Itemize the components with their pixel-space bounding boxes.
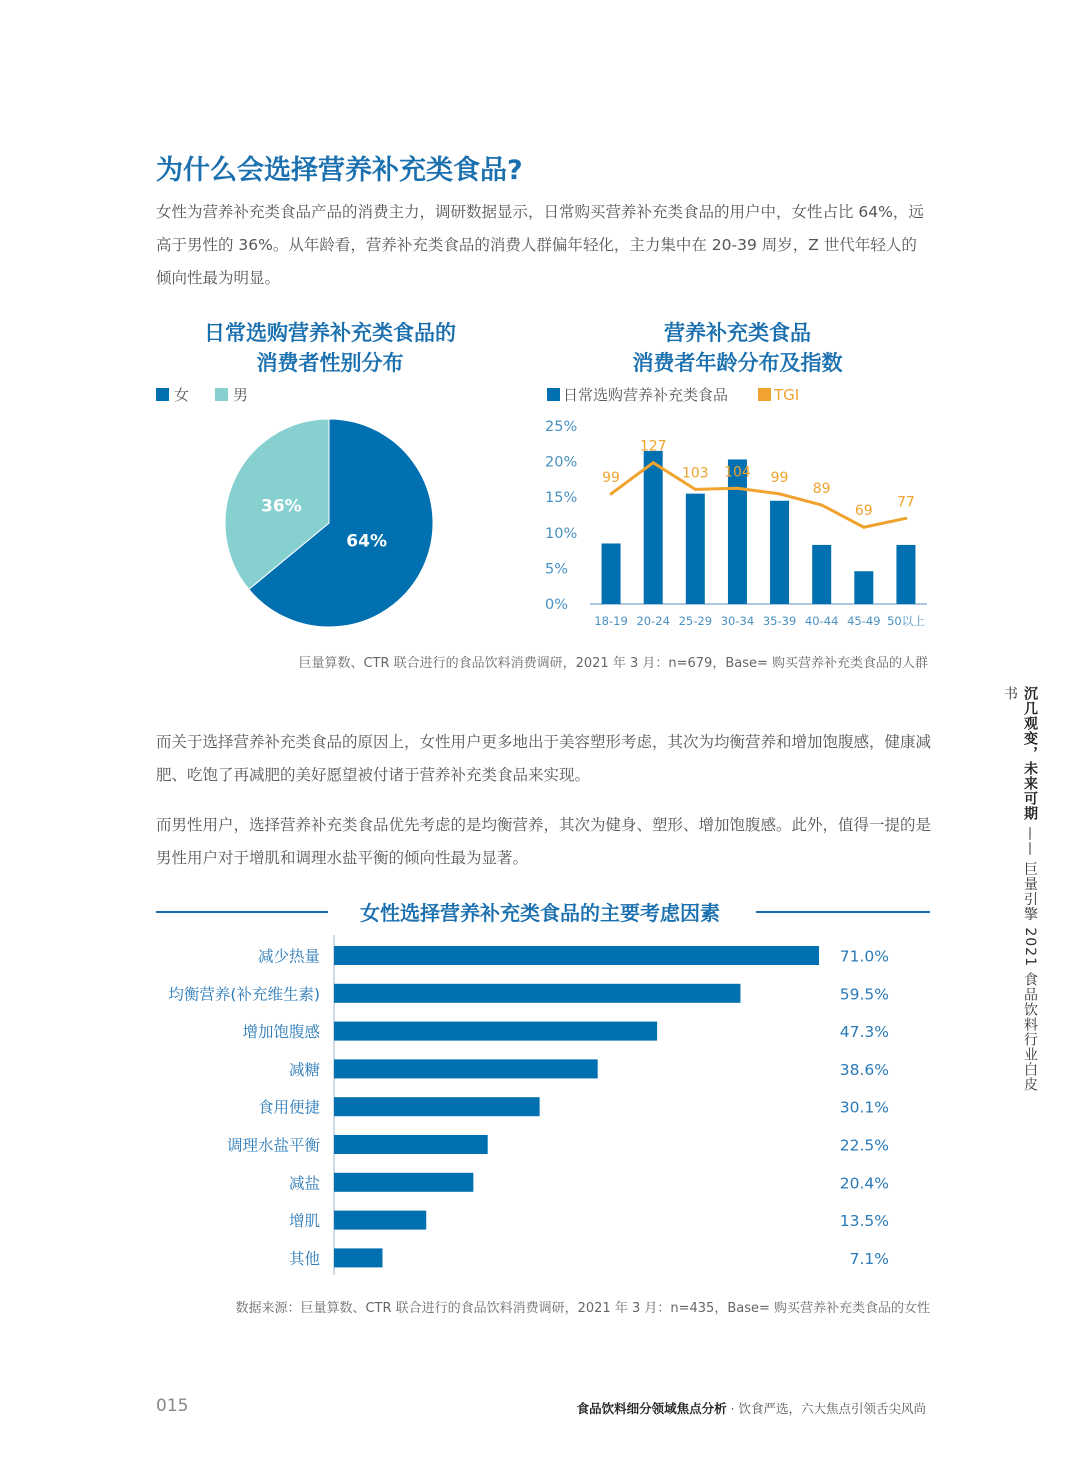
y-tick-label-2: 15% <box>545 490 578 507</box>
x-tick-label-5: 40-44 <box>804 614 839 628</box>
tgi-label-5: 89 <box>812 480 831 497</box>
x-tick-label-2: 25-29 <box>678 614 713 628</box>
tgi-point-1 <box>652 461 655 464</box>
age-bar-4 <box>770 501 789 604</box>
age-chart <box>535 410 935 635</box>
factor-label-6: 减盐 <box>288 1174 320 1193</box>
legend-swatch-female <box>156 388 169 401</box>
pie-chart <box>218 412 440 634</box>
tgi-point-4 <box>778 492 781 495</box>
tgi-point-0 <box>610 492 613 495</box>
y-tick-label-0: 25% <box>545 419 578 435</box>
factor-bar-5 <box>334 1135 488 1154</box>
side-caption-rest: —— 巨量引擎 2021 食品饮料行业白皮书 <box>1002 686 1038 1093</box>
age-bar-5 <box>812 545 831 604</box>
factor-bar-0 <box>334 946 819 965</box>
tgi-point-3 <box>736 487 739 490</box>
factor-bar-2 <box>334 1022 657 1041</box>
factor-value-1: 59.5% <box>839 985 889 1004</box>
pie-slice-label-1: 36% <box>261 496 302 517</box>
age-bar-3 <box>728 459 747 604</box>
legend-label-female: 女 <box>174 386 190 404</box>
factor-label-8: 其他 <box>288 1249 320 1268</box>
side-caption-bold: 沉几观变，未来可期 <box>1022 686 1038 821</box>
age-title-line1: 营养补充类食品 <box>664 321 811 345</box>
paragraph-reasons: 而关于选择营养补充类食品的原因上，女性用户更多地出于美容塑形考虑，其次为均衡营养和增加饱腹感，健康减肥、吃饱了再减肥的美好愿望被付诸于营养补充类食品来实现。 <box>156 733 932 784</box>
factor-label-2: 增加饱腹感 <box>242 1023 320 1042</box>
side-caption <box>1000 686 1040 1106</box>
x-tick-label-1: 20-24 <box>636 614 670 628</box>
age-title-line2: 消费者年龄分布及指数 <box>632 351 843 375</box>
tgi-label-1: 127 <box>639 438 667 455</box>
pie-title-line2: 消费者性别分布 <box>256 351 404 375</box>
tgi-label-6: 69 <box>854 503 873 520</box>
footer-caption-bold: 食品饮料细分领域焦点分析 <box>576 1401 727 1416</box>
age-bar-7 <box>896 545 915 604</box>
pie-chart-title <box>180 318 480 378</box>
x-tick-label-7: 50以上 <box>887 614 925 628</box>
legend-swatch-male <box>215 388 228 401</box>
pie-title-line1: 日常选购营养补充类食品的 <box>204 321 456 345</box>
factor-bar-8 <box>334 1248 383 1267</box>
factor-value-3: 38.6% <box>839 1060 889 1079</box>
title-rule-right <box>756 911 930 913</box>
source-note-2: 数据来源：巨量算数、CTR 联合进行的食品饮料消费调研，2021 年 3 月：n=435，Base= 购买营养补充类食品的女性 <box>235 1301 930 1316</box>
intro-paragraph: 女性为营养补充类食品产品的消费主力，调研数据显示，日常购买营养补充类食品的用户中，女性占比 64%，远高于男性的 36%。从年龄看，营养补充类食品的消费人群偏年轻化，主力集中在 20-39 周岁，Z 世代年轻人的倾向性最为明显。 <box>156 203 924 287</box>
factor-bar-1 <box>334 984 740 1003</box>
factor-value-2: 47.3% <box>839 1023 889 1042</box>
factor-label-4: 食用便捷 <box>257 1098 320 1117</box>
factors-chart <box>140 935 930 1275</box>
factor-label-3: 减糖 <box>288 1060 320 1079</box>
tgi-point-2 <box>694 488 697 491</box>
factor-value-6: 20.4% <box>839 1174 889 1193</box>
tgi-label-0: 99 <box>602 469 620 486</box>
tgi-point-5 <box>820 503 823 506</box>
legend-label-tgi: TGI <box>774 385 800 404</box>
age-bar-6 <box>854 571 873 604</box>
tgi-point-7 <box>904 517 907 520</box>
factor-bar-3 <box>334 1059 598 1078</box>
tgi-label-4: 99 <box>770 469 789 486</box>
title-rule-left <box>156 911 328 913</box>
source-note-1: 巨量算数、CTR 联合进行的食品饮料消费调研，2021 年 3 月：n=679，Base= 购买营养补充类食品的人群 <box>298 656 928 671</box>
factor-value-5: 22.5% <box>839 1136 889 1155</box>
x-tick-label-3: 30-34 <box>720 614 755 628</box>
page-number: 015 <box>156 1396 189 1416</box>
factor-bar-4 <box>334 1097 540 1116</box>
x-tick-label-6: 45-49 <box>847 614 881 628</box>
footer-caption <box>577 1399 926 1417</box>
factor-label-1: 均衡营养(补充维生素) <box>168 985 320 1004</box>
age-chart-title <box>590 318 885 378</box>
y-tick-label-4: 5% <box>545 561 569 578</box>
tgi-point-6 <box>862 526 865 529</box>
x-tick-label-4: 35-39 <box>762 614 797 628</box>
tgi-label-7: 77 <box>897 494 915 511</box>
factor-value-7: 13.5% <box>839 1212 889 1231</box>
age-bar-2 <box>686 494 705 604</box>
y-tick-label-3: 10% <box>545 525 578 542</box>
age-legend <box>547 384 799 405</box>
pie-slice-label-0: 64% <box>346 531 387 552</box>
age-bar-1 <box>644 451 663 604</box>
legend-label-share: 日常选购营养补充类食品 <box>563 386 729 404</box>
tgi-label-3: 104 <box>724 464 751 481</box>
factor-value-0: 71.0% <box>839 947 889 966</box>
pie-legend <box>156 384 248 405</box>
legend-swatch-tgi <box>758 388 771 401</box>
page-title: 为什么会选择营养补充类食品? <box>156 155 523 186</box>
factors-chart-title: 女性选择营养补充类食品的主要考虑因素 <box>360 901 720 925</box>
tgi-label-2: 103 <box>681 465 709 482</box>
factor-bar-6 <box>334 1173 473 1192</box>
legend-label-male: 男 <box>233 386 249 404</box>
x-tick-label-0: 18-19 <box>594 614 628 628</box>
factor-label-7: 增肌 <box>288 1212 320 1231</box>
footer-caption-rest: · 饮食严选，六大焦点引领舌尖风尚 <box>726 1401 926 1416</box>
paragraph-male: 而男性用户，选择营养补充类食品优先考虑的是均衡营养，其次为健身、塑形、增加饱腹感。此外，值得一提的是男性用户对于增肌和调理水盐平衡的倾向性最为显著。 <box>156 816 932 867</box>
y-tick-label-1: 20% <box>545 454 578 471</box>
factor-value-4: 30.1% <box>839 1098 889 1117</box>
factor-label-0: 减少热量 <box>257 947 320 966</box>
factor-value-8: 7.1% <box>849 1249 889 1268</box>
factor-label-5: 调理水盐平衡 <box>226 1136 320 1155</box>
legend-swatch-share <box>547 388 560 401</box>
age-bar-0 <box>602 543 621 604</box>
factor-bar-7 <box>334 1211 426 1230</box>
y-tick-label-5: 0% <box>545 597 569 613</box>
